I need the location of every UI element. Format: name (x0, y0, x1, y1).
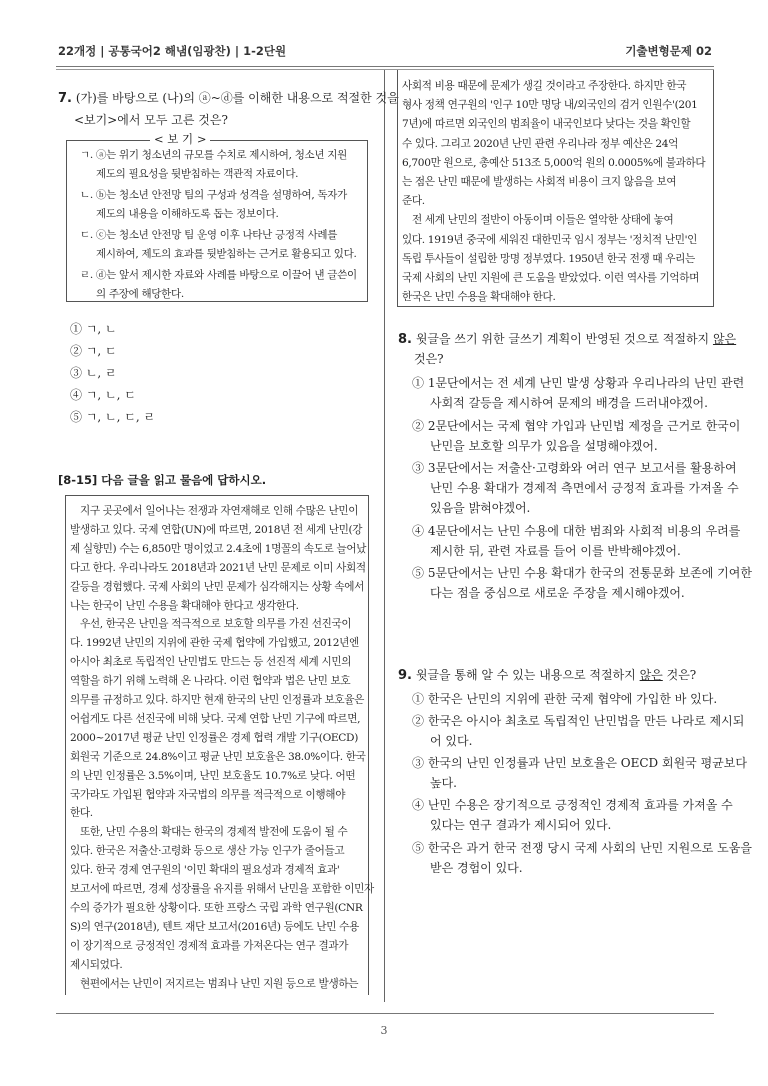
q9-choice-text: 받은 경험이 있다. (430, 861, 523, 875)
passage-line: 형사 정책 연구원의 '인구 10만 명당 내/외국인의 검거 인원수'(201 (402, 99, 698, 112)
q7-stem (58, 88, 399, 109)
passage-line: 사회적 비용 때문에 문제가 생길 것이라고 주장한다. 하지만 한국 (402, 80, 687, 92)
q9-line1-end: 것은? (662, 668, 697, 682)
passage-line: 다고 한다. 우리나라도 2018년과 2021년 난민 문제로 이미 사회적 (70, 561, 366, 574)
passage-line: 나는 한국이 난민 수용을 확대해야 한다고 생각한다. (70, 599, 299, 612)
passage-line: 7년)에 따르면 외국인의 범죄율이 내국인보다 낮다는 것을 확인할 (402, 118, 691, 131)
page-number: 3 (380, 1024, 388, 1037)
passage-line: 갈등을 경험했다. 국제 사회의 난민 문제가 심각해지는 상황 속에서 (70, 580, 365, 593)
bogi-line: ㄷ. ⓒ는 청소년 안전망 팀 운영 이후 나타난 긍정적 사례를 (80, 229, 338, 241)
passage-line: 지구 곳곳에서 일어나는 전쟁과 자연재해로 인해 수많은 난민이 (80, 505, 359, 517)
q7-line2: <보기>에서 모두 고른 것은? (74, 113, 228, 127)
passage-line: 제시되었다. (70, 958, 123, 971)
q8-choice-text: 난민 수용 확대가 경제적 측면에서 긍정적 효과를 가져올 수 (430, 481, 739, 495)
passage-line: 한국은 난민 수용을 확대해야 한다. (402, 291, 556, 304)
q8-choice-text: ① 1문단에서는 전 세계 난민 발생 상황과 우리나라의 난민 관련 (412, 376, 745, 390)
q8-choice-text: 있음을 밝혀야겠어. (430, 501, 531, 515)
q9-choice-text: ③ 한국의 난민 인정률과 난민 보호율은 OECD 회원국 평균보다 (412, 756, 747, 770)
q8-choice-text: 사회적 갈등을 제시하여 문제의 배경을 드러내야겠어. (430, 396, 708, 410)
q7-choice-1[interactable]: ① ㄱ, ㄴ (70, 322, 117, 336)
passage-line: 있다. 한국 경제 연구원의 '이민 확대의 필요성과 경제적 효과' (70, 864, 340, 877)
q9-line1: 윗글을 통해 알 수 있는 내용으로 적절하지 (415, 668, 640, 682)
passage-line: 는 점은 난민 때문에 발생하는 사회적 비용이 크지 않음을 보여 (402, 176, 677, 188)
q8-choice-text: ④ 4문단에서는 난민 수용에 대한 범죄와 사회적 비용의 우려를 (412, 524, 741, 538)
passage-line: 다. 1992년 난민의 지위에 관한 국제 협약에 가입했고, 2012년엔 (70, 637, 359, 650)
column-divider (384, 70, 385, 1002)
q8-line1: 윗글을 쓰기 위한 글쓰기 계획이 반영된 것으로 적절하지 (415, 332, 713, 346)
passage-line: 발생하고 있다. 국제 연합(UN)에 따르면, 2018년 전 세계 난민(강 (70, 523, 363, 536)
passage-line: 국제 사회의 난민 지원에 큰 도움을 받았었다. 이런 역사를 기억하며 (402, 272, 700, 284)
passage-line: 아시아 최초로 독립적인 난민법도 만드는 등 선진적 세계 시민의 (70, 656, 352, 669)
passage-line: 회원국 기준으로 24.8%이고 평균 난민 보호율은 38.0%이다. 한국 (70, 750, 366, 763)
q7-number: 7. (58, 91, 72, 106)
q8-choice-text: ⑤ 5문단에서는 난민 수용 확대가 한국의 전통문화 보존에 기여한 (412, 566, 752, 580)
q9-choice-text: ⑤ 한국은 과거 한국 전쟁 당시 국제 사회의 난민 지원으로 도움을 (412, 841, 752, 855)
q8-choice-text: 제시한 뒤, 관련 자료를 들어 이를 반박해야겠어. (430, 544, 681, 558)
bogi-line: ㄹ. ⓓ는 앞서 제시한 자료와 사례를 바탕으로 이끌어 낸 글쓴이 (80, 269, 357, 281)
q8-line2: 것은? (414, 352, 444, 366)
bogi-line: ㄴ. ⓑ는 청소년 안전망 팀의 구성과 성격을 설명하여, 독자가 (80, 189, 347, 201)
passage-line: 수 있다. 그리고 2020년 난민 관련 우리나라 정부 예산은 24억 (402, 137, 679, 150)
passage-line: 한다. (70, 807, 93, 820)
footer-rule (56, 1013, 714, 1014)
q9-choice-text: ④ 난민 수용은 장기적으로 긍정적인 경제적 효과를 가져올 수 (412, 798, 733, 812)
passage-line: 제 실향민) 수는 6,850만 명이었고 2.4초에 1명꼴의 속도로 늘어났 (70, 542, 367, 555)
passage-line: 독립 투사들이 설립한 망명 정부였다. 1950년 한국 전쟁 때 우리는 (402, 252, 695, 265)
bogi-line: 의 주장에 해당한다. (96, 288, 184, 300)
bogi-line: ㄱ. ⓐ는 위기 청소년의 규모를 수치로 제시하여, 청소년 지원 (80, 149, 347, 161)
passage-line: 준다. (402, 195, 425, 208)
bogi-line: 제시하여, 제도의 효과를 뒷받침하는 근거로 활용되고 있다. (96, 248, 357, 260)
q9-choice-text: ② 한국은 아시아 최초로 독립적인 난민법을 만든 나라로 제시되 (412, 714, 745, 728)
q8-underline: 않은 (712, 332, 737, 346)
header-right: 기출변형문제 02 (625, 44, 712, 58)
q8-number: 8. (398, 332, 412, 347)
q8-choice-text: 난민을 보호할 의무가 있음을 설명해야겠어. (430, 439, 658, 453)
passage-line: 이 장기적으로 긍정적인 경제적 효과를 가져온다는 연구 결과가 (70, 939, 349, 952)
q9-choice-text: 어 있다. (430, 734, 473, 748)
q9-stem (398, 665, 696, 686)
q9-choice-text: 있다는 연구 결과가 제시되어 있다. (430, 818, 612, 832)
header-rule (56, 66, 714, 67)
passage-line: 수의 증가가 필요한 상황이다. 또한 프랑스 국립 과학 연구원(CNR (70, 901, 363, 914)
q7-choice-5[interactable]: ⑤ ㄱ, ㄴ, ㄷ, ㄹ (70, 410, 156, 424)
q8-choice-text: ③ 3문단에서는 저출산·고령화와 여러 연구 보고서를 활용하여 (412, 461, 737, 475)
passage-line: 있다. 1919년 중국에 세워진 대한민국 임시 정부는 '정치적 난민'인 (402, 233, 698, 246)
q7-choice-3[interactable]: ③ ㄴ, ㄹ (70, 366, 117, 380)
q7-choice-4[interactable]: ④ ㄱ, ㄴ, ㄷ (70, 388, 136, 402)
q8-stem (398, 329, 736, 350)
q7-choice-2[interactable]: ② ㄱ, ㄷ (70, 344, 117, 358)
passage-line: 의 난민 인정률은 3.5%이며, 난민 보호율도 10.7%로 낮다. 어떤 (70, 769, 356, 782)
passage-line: 또한, 난민 수용의 확대는 한국의 경제적 발전에 도움이 될 수 (80, 826, 348, 839)
bogi-title: < 보 기 > (150, 130, 210, 148)
q9-number: 9. (398, 668, 412, 683)
q7-line1: (가)를 바탕으로 (나)의 ⓐ~ⓓ를 이해한 내용으로 적절한 것을 (75, 91, 399, 105)
bogi-line: 제도의 필요성을 뒷받침하는 객관적 자료이다. (96, 168, 299, 180)
passage-line: 6,700만 원으로, 총예산 513조 5,000억 원의 0.0005%에 불과하다 (402, 156, 706, 169)
passage-line: 우선, 한국은 난민을 적극적으로 보호할 의무를 가진 선진국이 (80, 618, 352, 631)
passage-line: 전 세계 난민의 절반이 아동이며 이들은 열악한 상태에 놓여 (412, 214, 674, 227)
passage-line: 현편에서는 난민이 저지르는 범죄나 난민 지원 등으로 발생하는 (80, 977, 359, 990)
bogi-line: 제도의 내용을 이해하도록 돕는 정보이다. (96, 208, 279, 220)
passage-line: 국가라도 가입된 협약과 자국법의 의무를 적극적으로 이행해야 (70, 788, 346, 801)
passage-line: 보고서에 따르면, 경제 성장률을 유지를 위해서 난민을 포함한 이민자 (70, 883, 374, 895)
q9-choice-text: 높다. (430, 776, 457, 790)
passage-line: 있다. 한국은 저출산·고령화 등으로 생산 가능 인구가 줄어들고 (70, 845, 345, 858)
q9-underline: 않은 (639, 668, 663, 682)
q8-choice-text: 다는 점을 중심으로 새로운 주장을 제시해야겠어. (430, 586, 685, 600)
q9-choice-text: ① 한국은 난민의 지위에 관한 국제 협약에 가입한 바 있다. (412, 692, 718, 706)
passage-line: 2000~2017년 평균 난민 인정률은 경제 협력 개발 기구(OECD) (70, 731, 358, 744)
passage-line: 어쉽게도 다른 선진국에 비해 낮다. 국제 연합 난민 기구에 따르면, (70, 712, 361, 725)
header-left: 22개정 | 공통국어2 해냄(임광찬) | 1-2단원 (58, 44, 287, 58)
passage-line: 역할을 하기 위해 노력해 온 나라다. 이런 협약과 법은 난민 보호 (70, 675, 351, 688)
passage-line: 의무를 규정하고 있다. 하지만 현재 한국의 난민 인정률과 보호율은 (70, 694, 365, 706)
q8-choice-text: ② 2문단에서는 국제 협약 가입과 난민법 제정을 근거로 한국이 (412, 419, 741, 433)
passage-line: S)의 연구(2018년), 텐트 재단 보고서(2016년) 등에도 난민 수용 (70, 920, 359, 933)
section-title: [8-15] 다음 글을 읽고 물음에 답하시오. (58, 473, 267, 487)
